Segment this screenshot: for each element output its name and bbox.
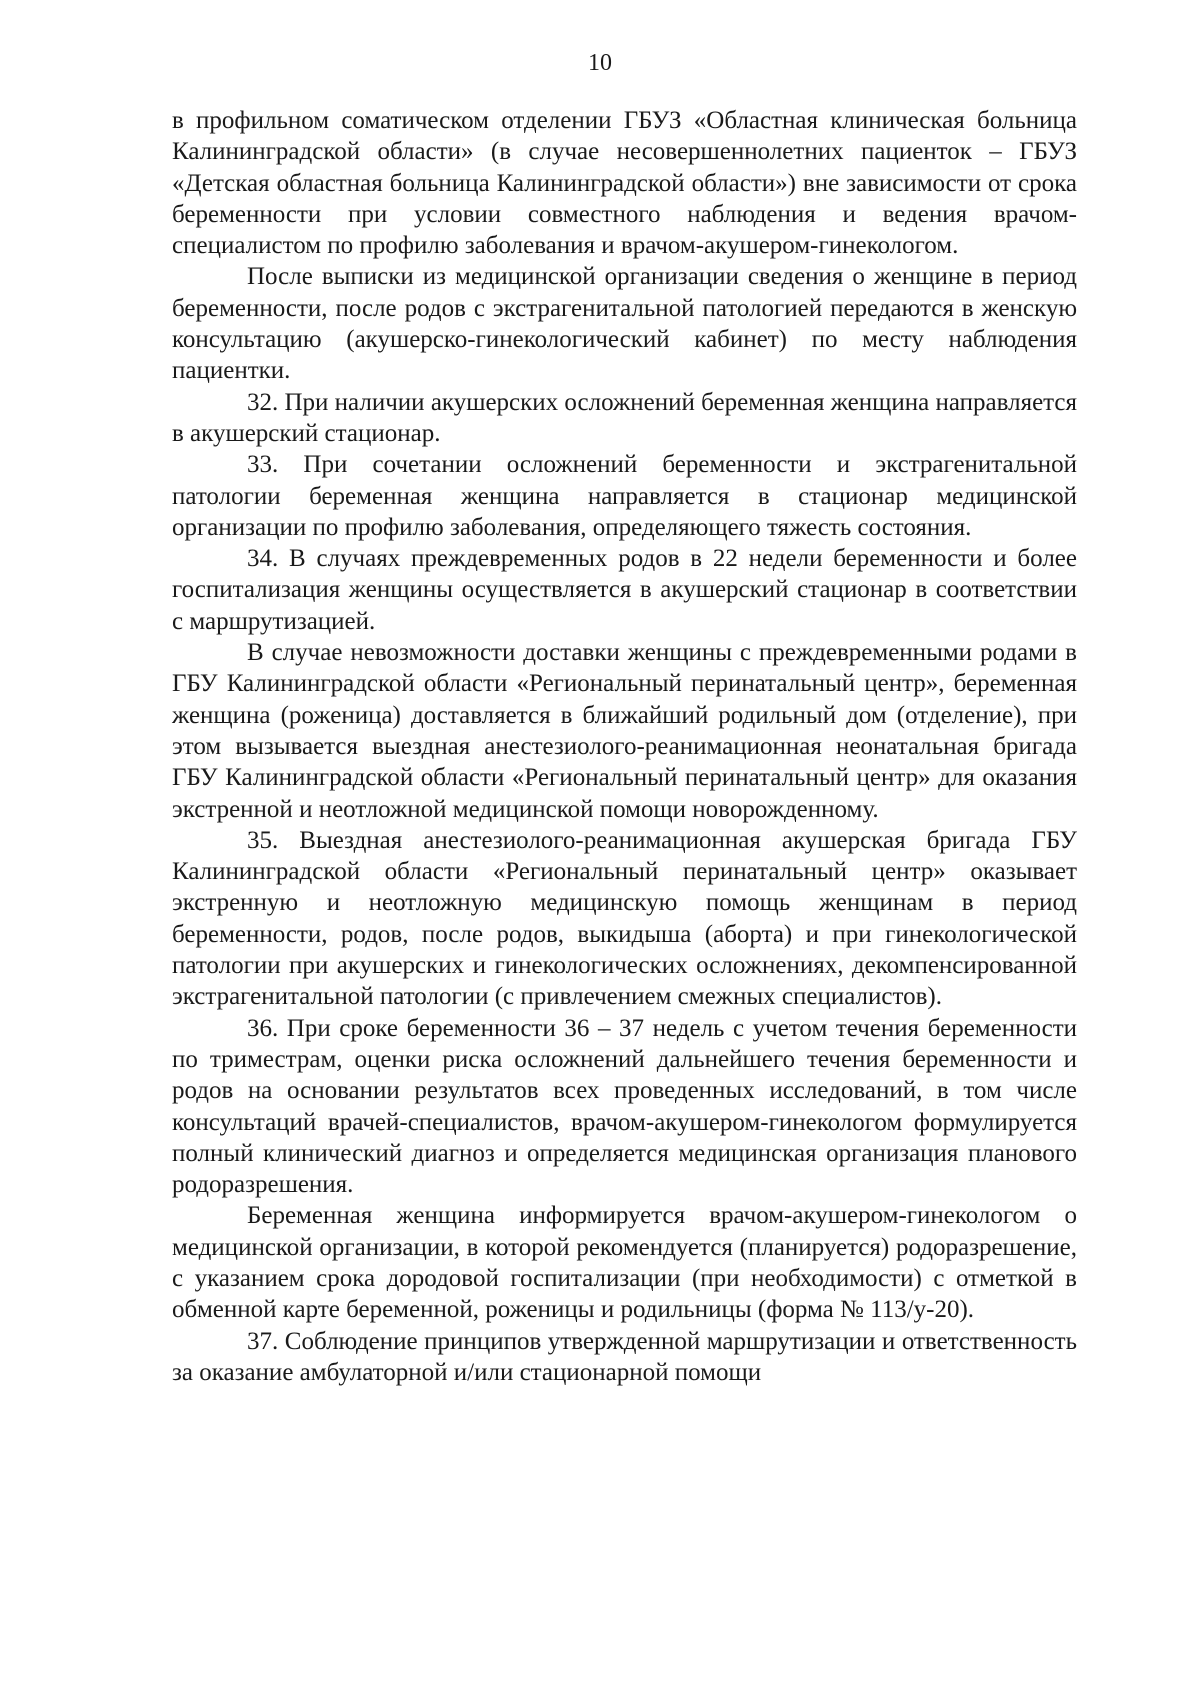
paragraph-item-32: 32. При наличии акушерских осложнений беременная женщина направляется в акушерский стационар. (172, 388, 1077, 447)
paragraph-continuation: в профильном соматическом отделении ГБУЗ «Областная клиническая больница Калининградской области» (в случае несовершеннолетних пациенток – ГБУЗ «Детская областная больница Калининградской области») вне зависимости от срока беременности при условии совместного наблюдения и ведения врачом-специалистом по профилю заболевания и врачом-акушером-гинекологом. (172, 107, 1077, 260)
paragraph-item-37: 37. Соблюдение принципов утвержденной маршрутизации и ответственность за оказание амбулаторной и/или стационарной помощи (172, 1327, 1077, 1386)
document-body (172, 105, 1077, 1388)
paragraph-discharge-info: После выписки из медицинской организации сведения о женщине в период беременности, после родов с экстрагенитальной патологией передаются в женскую консультацию (акушерско-гинекологический кабинет) по месту наблюдения пациентки. (172, 263, 1077, 385)
paragraph-item-34: 34. В случаях преждевременных родов в 22 недели беременности и более госпитализация женщины осуществляется в акушерский стационар в соответствии с маршрутизацией. (172, 545, 1077, 635)
paragraph-premature-delivery: В случае невозможности доставки женщины с преждевременными родами в ГБУ Калининградской области «Региональный перинатальный центр», беременная женщина (роженица) доставляется в ближайший родильный дом (отделение), при этом вызывается выездная анестезиолого-реанимационная неонатальная бригада ГБУ Калининградской области «Региональный перинатальный центр» для оказания экстренной и неотложной медицинской помощи новорожденному. (172, 639, 1077, 823)
paragraph-item-36: 36. При сроке беременности 36 – 37 недель с учетом течения беременности по триместрам, оценки риска осложнений дальнейшего течения беременности и родов на основании результатов всех проведенных исследований, в том числе консультаций врачей-специалистов, врачом-акушером-гинекологом формулируется полный клинический диагноз и определяется медицинская организация планового родоразрешения. (172, 1014, 1077, 1199)
paragraph-patient-informed: Беременная женщина информируется врачом-акушером-гинекологом о медицинской организации, в которой рекомендуется (планируется) родоразрешение, с указанием срока дородовой госпитализации (при необходимости) с отметкой в обменной карте беременной, роженицы и родильницы (форма № 113/у-20). (172, 1202, 1077, 1324)
page-number: 10 (588, 50, 612, 76)
paragraph-item-33: 33. При сочетании осложнений беременности и экстрагенитальной патологии беременная женщина направляется в стационар медицинской организации по профилю заболевания, определяющего тяжесть состояния. (172, 451, 1077, 541)
paragraph-item-35: 35. Выездная анестезиолого-реанимационная акушерская бригада ГБУ Калининградской области «Региональный перинатальный центр» оказывает экстренную и неотложную медицинскую помощь женщинам в период беременности, родов, после родов, выкидыша (аборта) и при гинекологической патологии при акушерских и гинекологических осложнениях, декомпенсированной экстрагенитальной патологии (с привлечением смежных специалистов). (172, 826, 1077, 1011)
